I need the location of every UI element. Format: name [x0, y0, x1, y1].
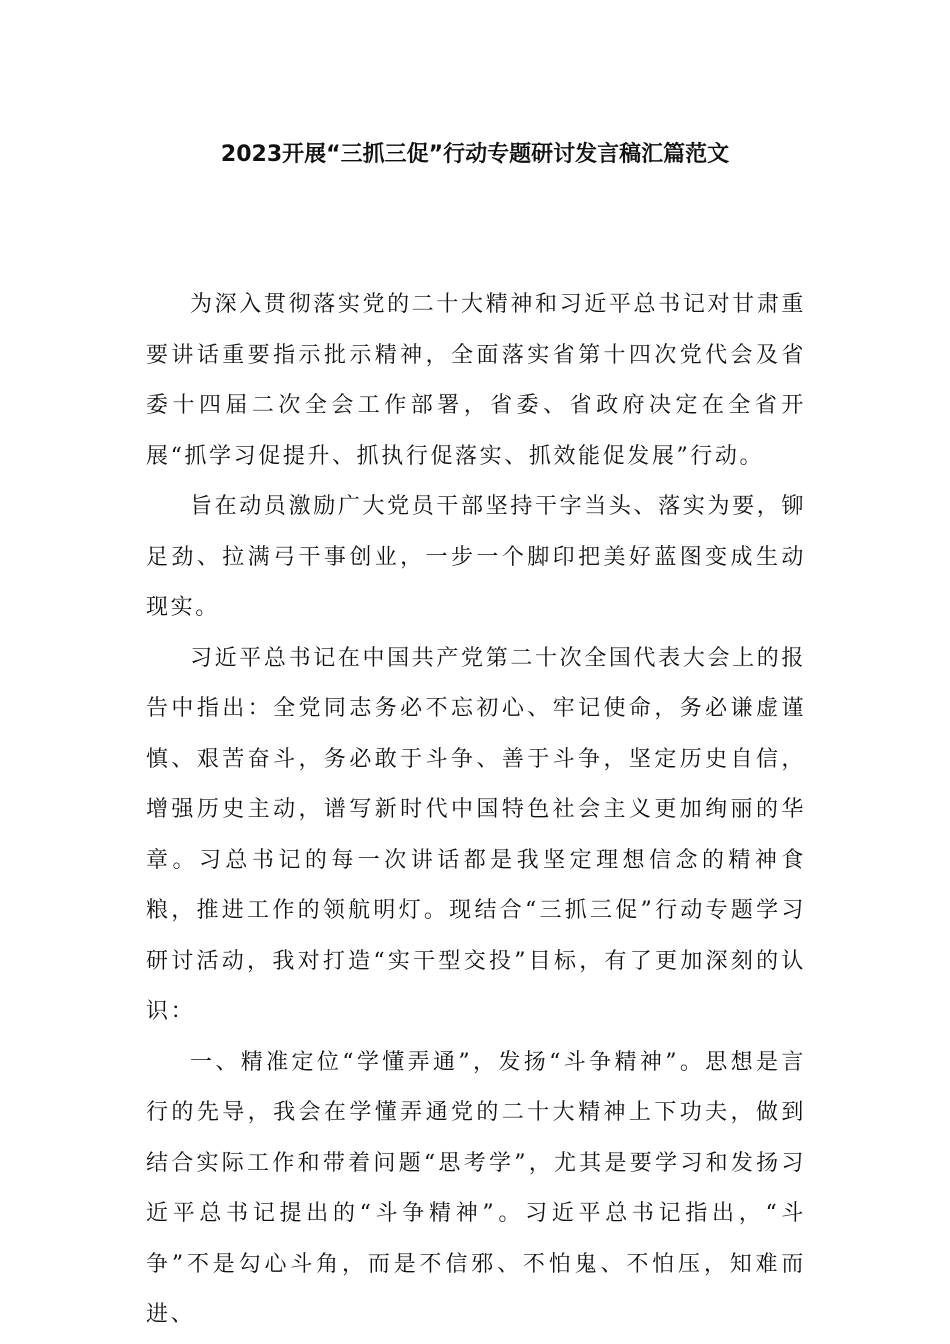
paragraph-1: 为深入贯彻落实党的二十大精神和习近平总书记对甘肃重要讲话重要指示批示精神，全面落实省第十四次党代会及省委十四届二次全会工作部署，省委、省政府决定在全省开展“抓学习促提升、抓执行促落实、抓效能促发展”行动。 — [146, 292, 806, 469]
paragraph-2: 旨在动员激励广大党员干部坚持干字当头、落实为要，铆足劲、拉满弓干事创业，一步一个脚印把美好蓝图变成生动现实。 — [146, 494, 806, 620]
paragraph-4: 一、精准定位“学懂弄通”，发扬“斗争精神”。思想是言行的先导，我会在学懂弄通党的二十大精神上下功夫，做到结合实际工作和带着问题“思考学”，尤其是要学习和发扬习近平总书记提出的“斗争精神”。习近平总书记指出，“斗争”不是勾心斗角，而是不信邪、不怕鬼、不怕压，知难而进、 — [146, 1049, 806, 1327]
document-title: 2023开展“三抓三促”行动专题研讨发言稿汇篇范文 — [220, 142, 730, 167]
paragraph-3: 习近平总书记在中国共产党第二十次全国代表大会上的报告中指出：全党同志务必不忘初心、牢记使命，务必谦虚谨慎、艰苦奋斗，务必敢于斗争、善于斗争，坚定历史自信，增强历史主动，谱写新时代中国特色社会主义更加绚丽的华章。习总书记的每一次讲话都是我坚定理想信念的精神食粮，推进工作的领航明灯。现结合“三抓三促”行动专题学习研讨活动，我对打造“实干型交投”目标，有了更加深刻的认识： — [146, 645, 806, 1024]
document-body — [146, 280, 806, 1341]
